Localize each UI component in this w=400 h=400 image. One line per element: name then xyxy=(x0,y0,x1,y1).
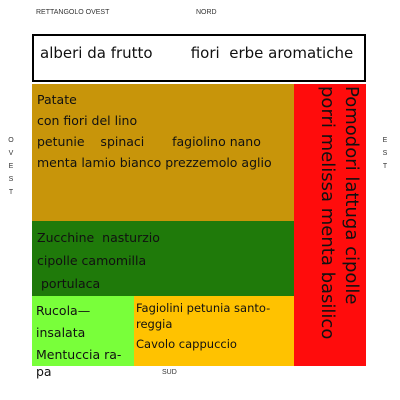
west-letter: S xyxy=(8,176,14,183)
zone-red xyxy=(294,84,366,366)
zone-brown xyxy=(32,84,294,221)
diagram-title: RETTANGOLO OVEST xyxy=(36,9,110,16)
zone-yellow xyxy=(134,296,294,366)
zone-lightgreen-line: Rucola—insalata xyxy=(36,303,91,340)
zone-red-column-1: porri melissa menta basilico xyxy=(317,86,338,340)
zone-green-line: Zucchine nasturzio xyxy=(37,230,160,245)
east-letter: T xyxy=(382,163,388,170)
zone-yellow-line: reggia xyxy=(136,317,173,331)
zone-brown-line: menta lamio bianco prezzemolo aglio xyxy=(37,155,272,170)
zone-lightgreen-line: Mentuccia ra- xyxy=(36,347,122,362)
south-label: SUD xyxy=(162,369,177,376)
west-letter: T xyxy=(8,189,14,196)
north-label: NORD xyxy=(196,9,217,16)
zone-green-line: cipolle camomilla xyxy=(37,253,147,268)
zone-brown-line: petunie spinaci fagiolino nano xyxy=(37,134,261,149)
zone-brown-line: Patate xyxy=(37,92,77,107)
west-label xyxy=(6,134,16,199)
zone-top-text: alberi da frutto fiori erbe aromatiche xyxy=(40,44,354,62)
zone-lightgreen xyxy=(32,296,134,379)
zone-green xyxy=(32,221,294,296)
zone-yellow-line: Cavolo cappuccio xyxy=(136,337,237,351)
east-letter: E xyxy=(382,137,388,144)
zone-red-column-2: Pomodori lattuga cipolle xyxy=(341,86,362,305)
east-letter: S xyxy=(382,150,388,157)
zone-green-line: portulaca xyxy=(41,276,101,291)
west-letter: O xyxy=(8,137,14,144)
zone-yellow-line: Fagiolini petunia santo- xyxy=(136,301,271,315)
west-letter: E xyxy=(8,163,14,170)
zone-lightgreen-line: pa xyxy=(36,364,52,379)
zone-brown-line: con fiori del lino xyxy=(37,113,138,128)
zone-top xyxy=(32,34,366,82)
west-letter: V xyxy=(8,150,14,157)
east-label xyxy=(380,134,390,173)
